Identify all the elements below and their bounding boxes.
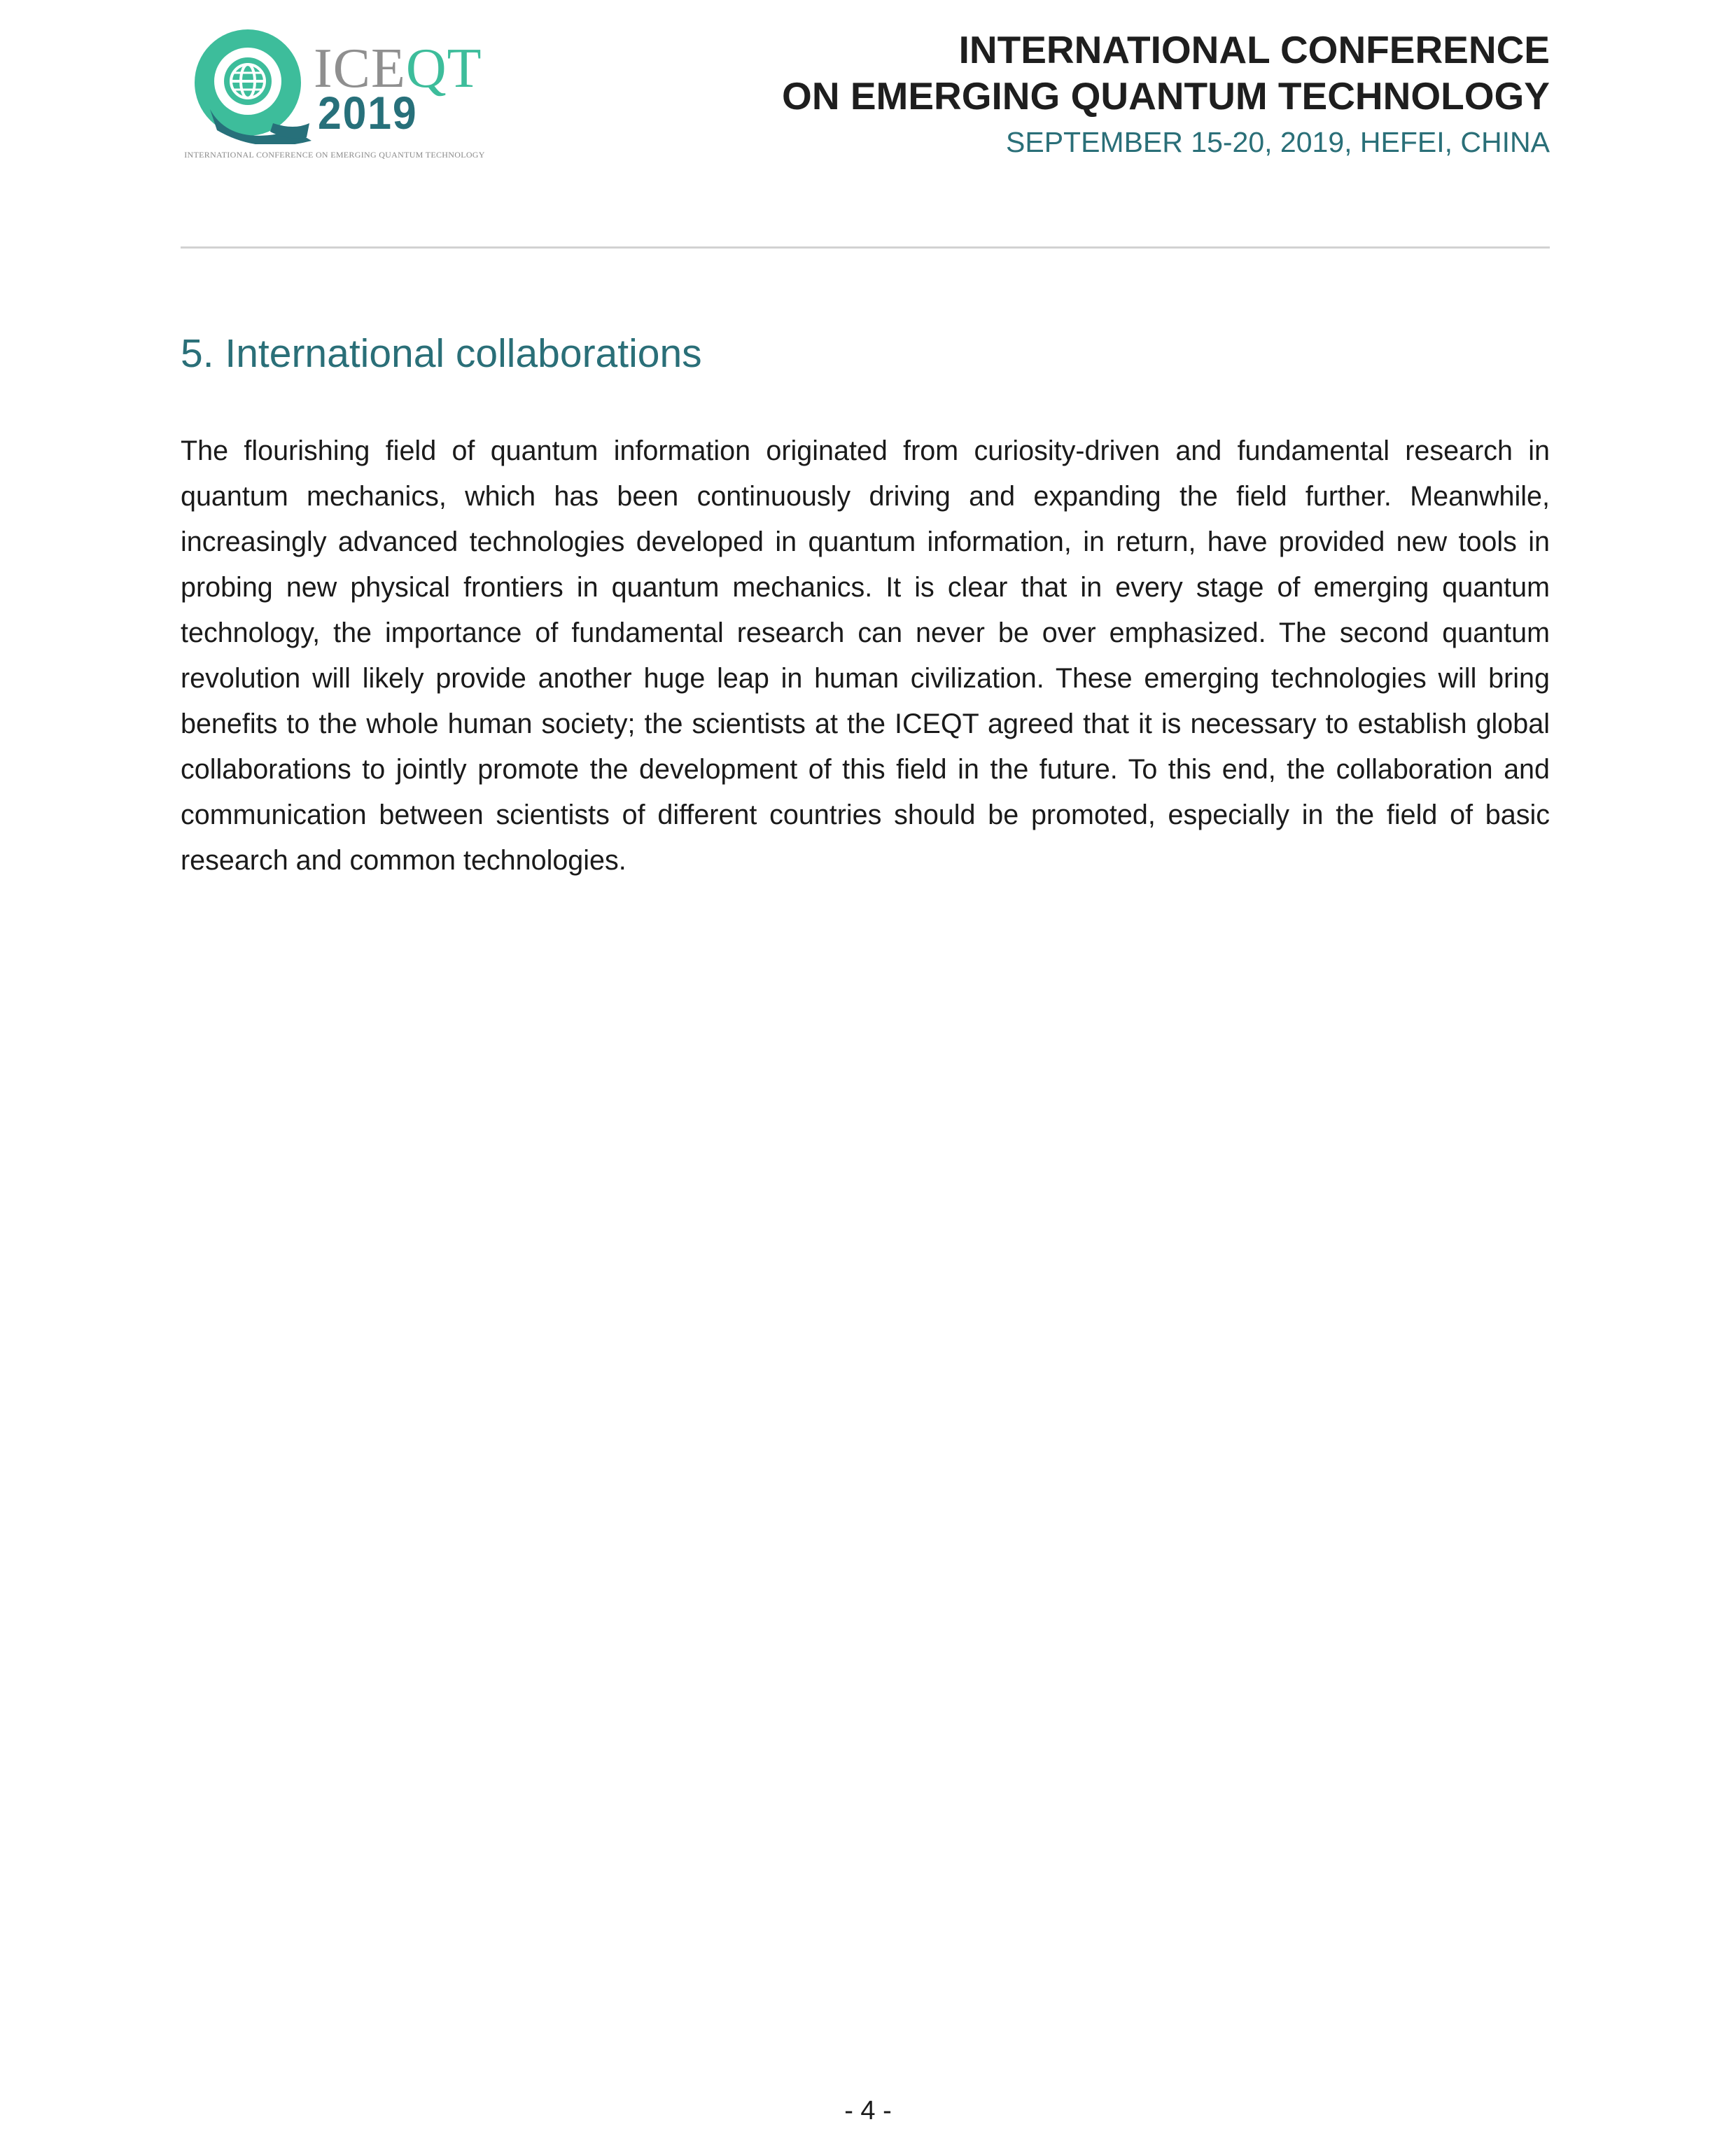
section-heading: 5. International collaborations	[181, 331, 702, 376]
logo-tagline: INTERNATIONAL CONFERENCE ON EMERGING QUANTUM TECHNOLOGY	[184, 150, 485, 160]
conference-date-location: SEPTEMBER 15-20, 2019, HEFEI, CHINA	[1006, 126, 1550, 158]
section-paragraph: The flourishing field of quantum information originated from curiosity-driven and fundamental research in quantum mechanics, which has been continuously driving and expanding the field further. Meanwhile, increasingly advanced technologies developed in quantum information, in return, have provided new tools in probing new physical frontiers in quantum mechanics. It is clear that in every stage of emerging quantum technology, the importance of fundamental research can never be over emphasized. The second quantum revolution will likely provide another huge leap in human civilization. These emerging technologies will bring benefits to the whole human society; the scientists at the ICEQT agreed that it is necessary to establish global collaborations to jointly promote the development of this field in the future. To this end, the collaboration and communication between scientists of different countries should be promoted, especially in the field of basic research and common technologies.	[181, 435, 1550, 876]
page-number: - 4 -	[844, 2096, 892, 2125]
logo-wordmark-prefix: ICE	[314, 38, 406, 99]
globe-q-icon	[189, 25, 329, 144]
logo-wordmark-accent: QT	[405, 38, 482, 99]
conference-title	[782, 27, 1550, 119]
header-divider	[181, 246, 1550, 249]
conference-title-line-2: ON EMERGING QUANTUM TECHNOLOGY	[782, 74, 1550, 118]
conference-title-line-1: INTERNATIONAL CONFERENCE	[958, 28, 1550, 71]
iceqt-logo	[174, 25, 496, 165]
logo-year: 2019	[318, 87, 418, 139]
